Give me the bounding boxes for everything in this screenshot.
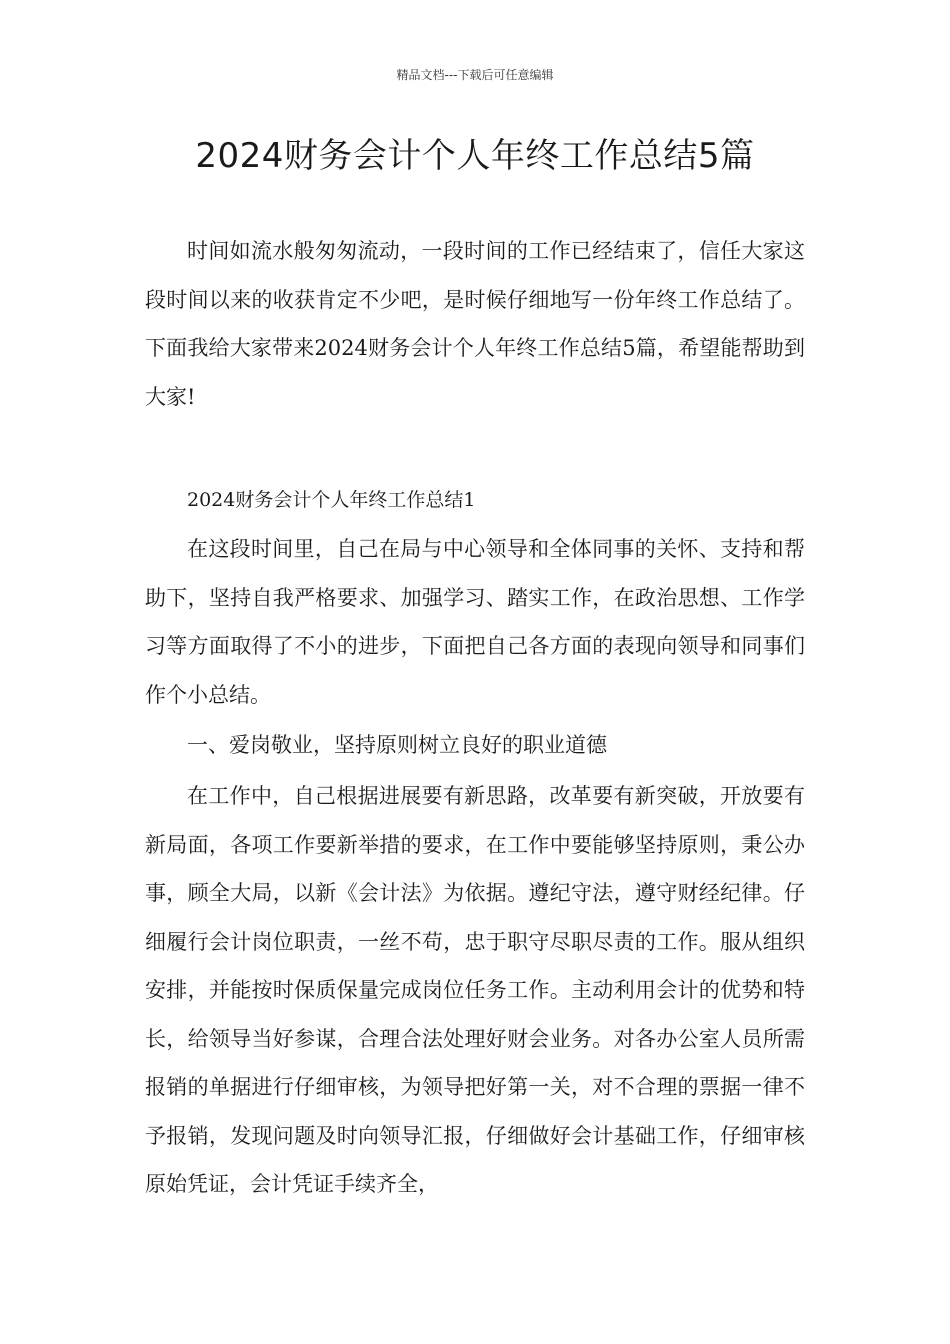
section-title: 2024财务会计个人年终工作总结1: [187, 489, 476, 511]
intro-paragraph: 时间如流水般匆匆流动，一段时间的工作已经结束了，信任大家这段时间以来的收获肯定不少吧，是时候仔细地写一份年终工作总结了。下面我给大家带来2024财务会计个人年终工作总结5篇，希望能帮助到大家!: [145, 239, 805, 409]
section-heading: 一、爱岗敬业，坚持原则树立良好的职业道德: [187, 733, 607, 757]
document-title: 2024财务会计个人年终工作总结5篇: [195, 136, 755, 176]
section-paragraph-2: 在工作中，自己根据进展要有新思路，改革要有新突破，开放要有新局面，各项工作要新举措的要求，在工作中要能够坚持原则，秉公办事，顾全大局，以新《会计法》为依据。遵纪守法，遵守财经纪律。仔细履行会计岗位职责，一丝不苟，忠于职守尽职尽责的工作。服从组织安排，并能按时保质保量完成岗位任务工作。主动利用会计的优势和特长，给领导当好参谋，合理合法处理好财会业务。对各办公室人员所需报销的单据进行仔细审核，为领导把好第一关，对不合理的票据一律不予报销，发现问题及时向领导汇报，仔细做好会计基础工作，仔细审核原始凭证，会计凭证手续齐全，: [145, 784, 805, 1196]
header-note: 精品文档---下载后可任意编辑: [396, 68, 554, 82]
section-paragraph: 在这段时间里，自己在局与中心领导和全体同事的关怀、支持和帮助下，坚持自我严格要求、加强学习、踏实工作，在政治思想、工作学习等方面取得了不小的进步，下面把自己各方面的表现向领导和同事们作个小总结。: [145, 537, 805, 707]
